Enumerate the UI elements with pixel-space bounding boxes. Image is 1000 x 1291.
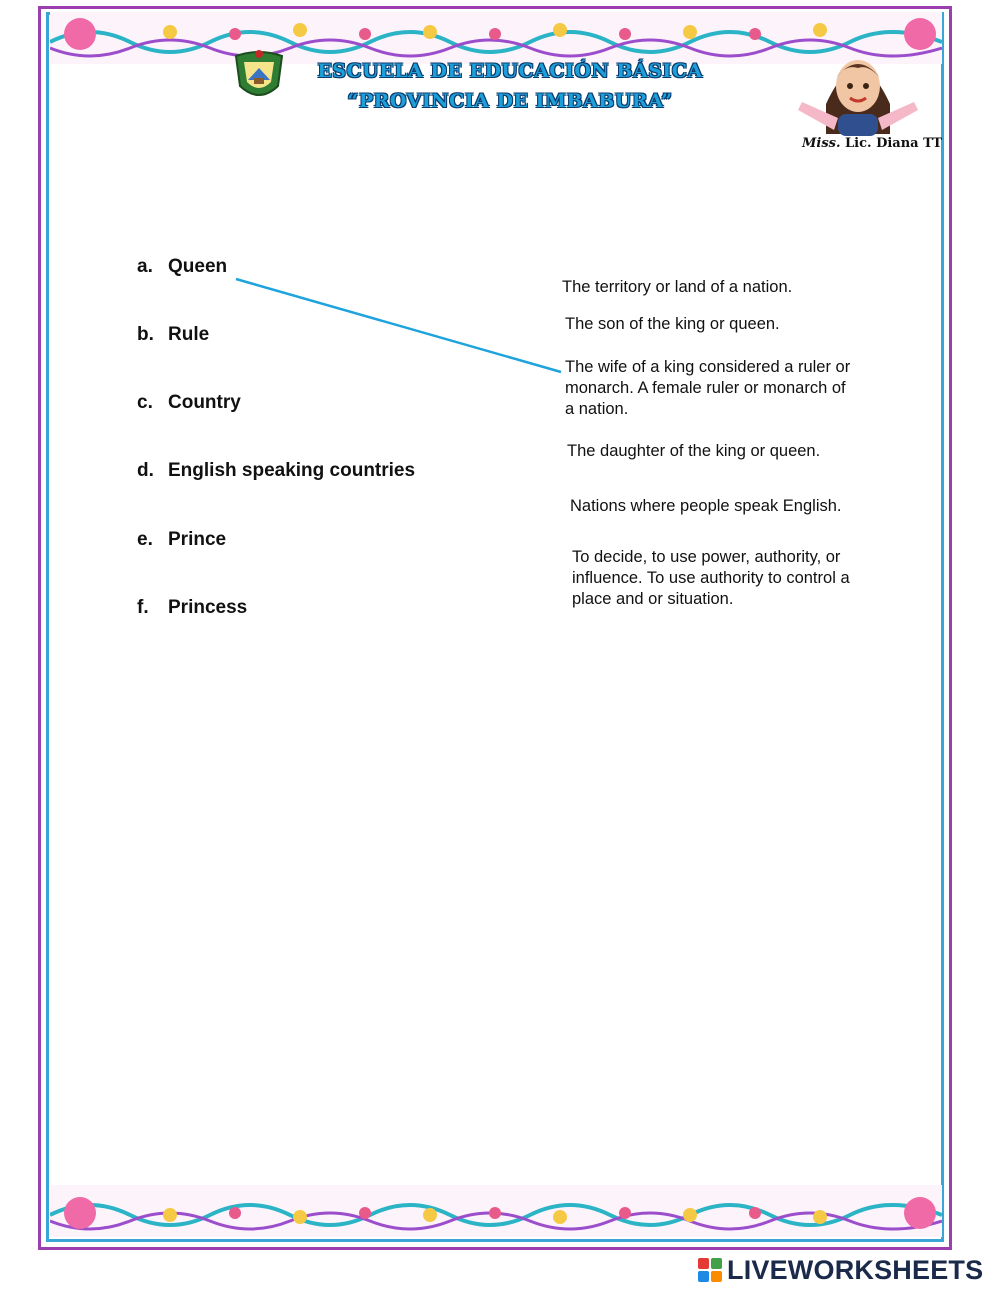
definition-line: The territory or land of a nation. xyxy=(562,278,793,296)
definition-line: Nations where people speak English. xyxy=(570,497,842,515)
term-word: Princess xyxy=(168,597,248,618)
term-letter: d. xyxy=(137,460,154,481)
brand-square xyxy=(698,1271,709,1282)
term-letter: e. xyxy=(137,529,153,550)
match-line[interactable] xyxy=(236,279,561,372)
definition-line: To decide, to use power, authority, or xyxy=(572,548,841,566)
school-name-line1: ESCUELA DE EDUCACIÓN BÁSICA xyxy=(317,60,703,82)
definition-line: a nation. xyxy=(565,400,629,418)
term-word: English speaking countries xyxy=(168,460,416,481)
brand-square xyxy=(698,1258,709,1269)
liveworksheets-logo xyxy=(698,1254,983,1286)
definition-line: influence. To use authority to control a xyxy=(572,569,850,587)
term-letter: c. xyxy=(137,392,153,413)
term-letter: f. xyxy=(137,597,149,618)
brand-name: LIVEWORKSHEETS xyxy=(727,1254,984,1285)
definition-line: monarch. A female ruler or monarch of xyxy=(565,379,846,397)
term-word: Prince xyxy=(168,529,227,550)
definition-line: The daughter of the king or queen. xyxy=(567,442,821,460)
teacher-full-name: Lic. Diana TT xyxy=(845,136,942,151)
term-word: Rule xyxy=(168,324,210,345)
definition-line: The son of the king or queen. xyxy=(565,315,780,333)
brand-square xyxy=(711,1271,722,1282)
school-name-line2: “PROVINCIA DE IMBABURA” xyxy=(347,90,673,112)
term-word: Queen xyxy=(168,256,228,277)
teacher-title: Miss. xyxy=(802,136,841,151)
term-letter: b. xyxy=(137,324,154,345)
brand-square xyxy=(711,1258,722,1269)
definition-line: The wife of a king considered a ruler or xyxy=(565,358,851,376)
term-word: Country xyxy=(168,392,241,413)
brand-grid-icon xyxy=(698,1258,722,1282)
term-letter: a. xyxy=(137,256,153,277)
definition-line: place and or situation. xyxy=(572,590,734,608)
